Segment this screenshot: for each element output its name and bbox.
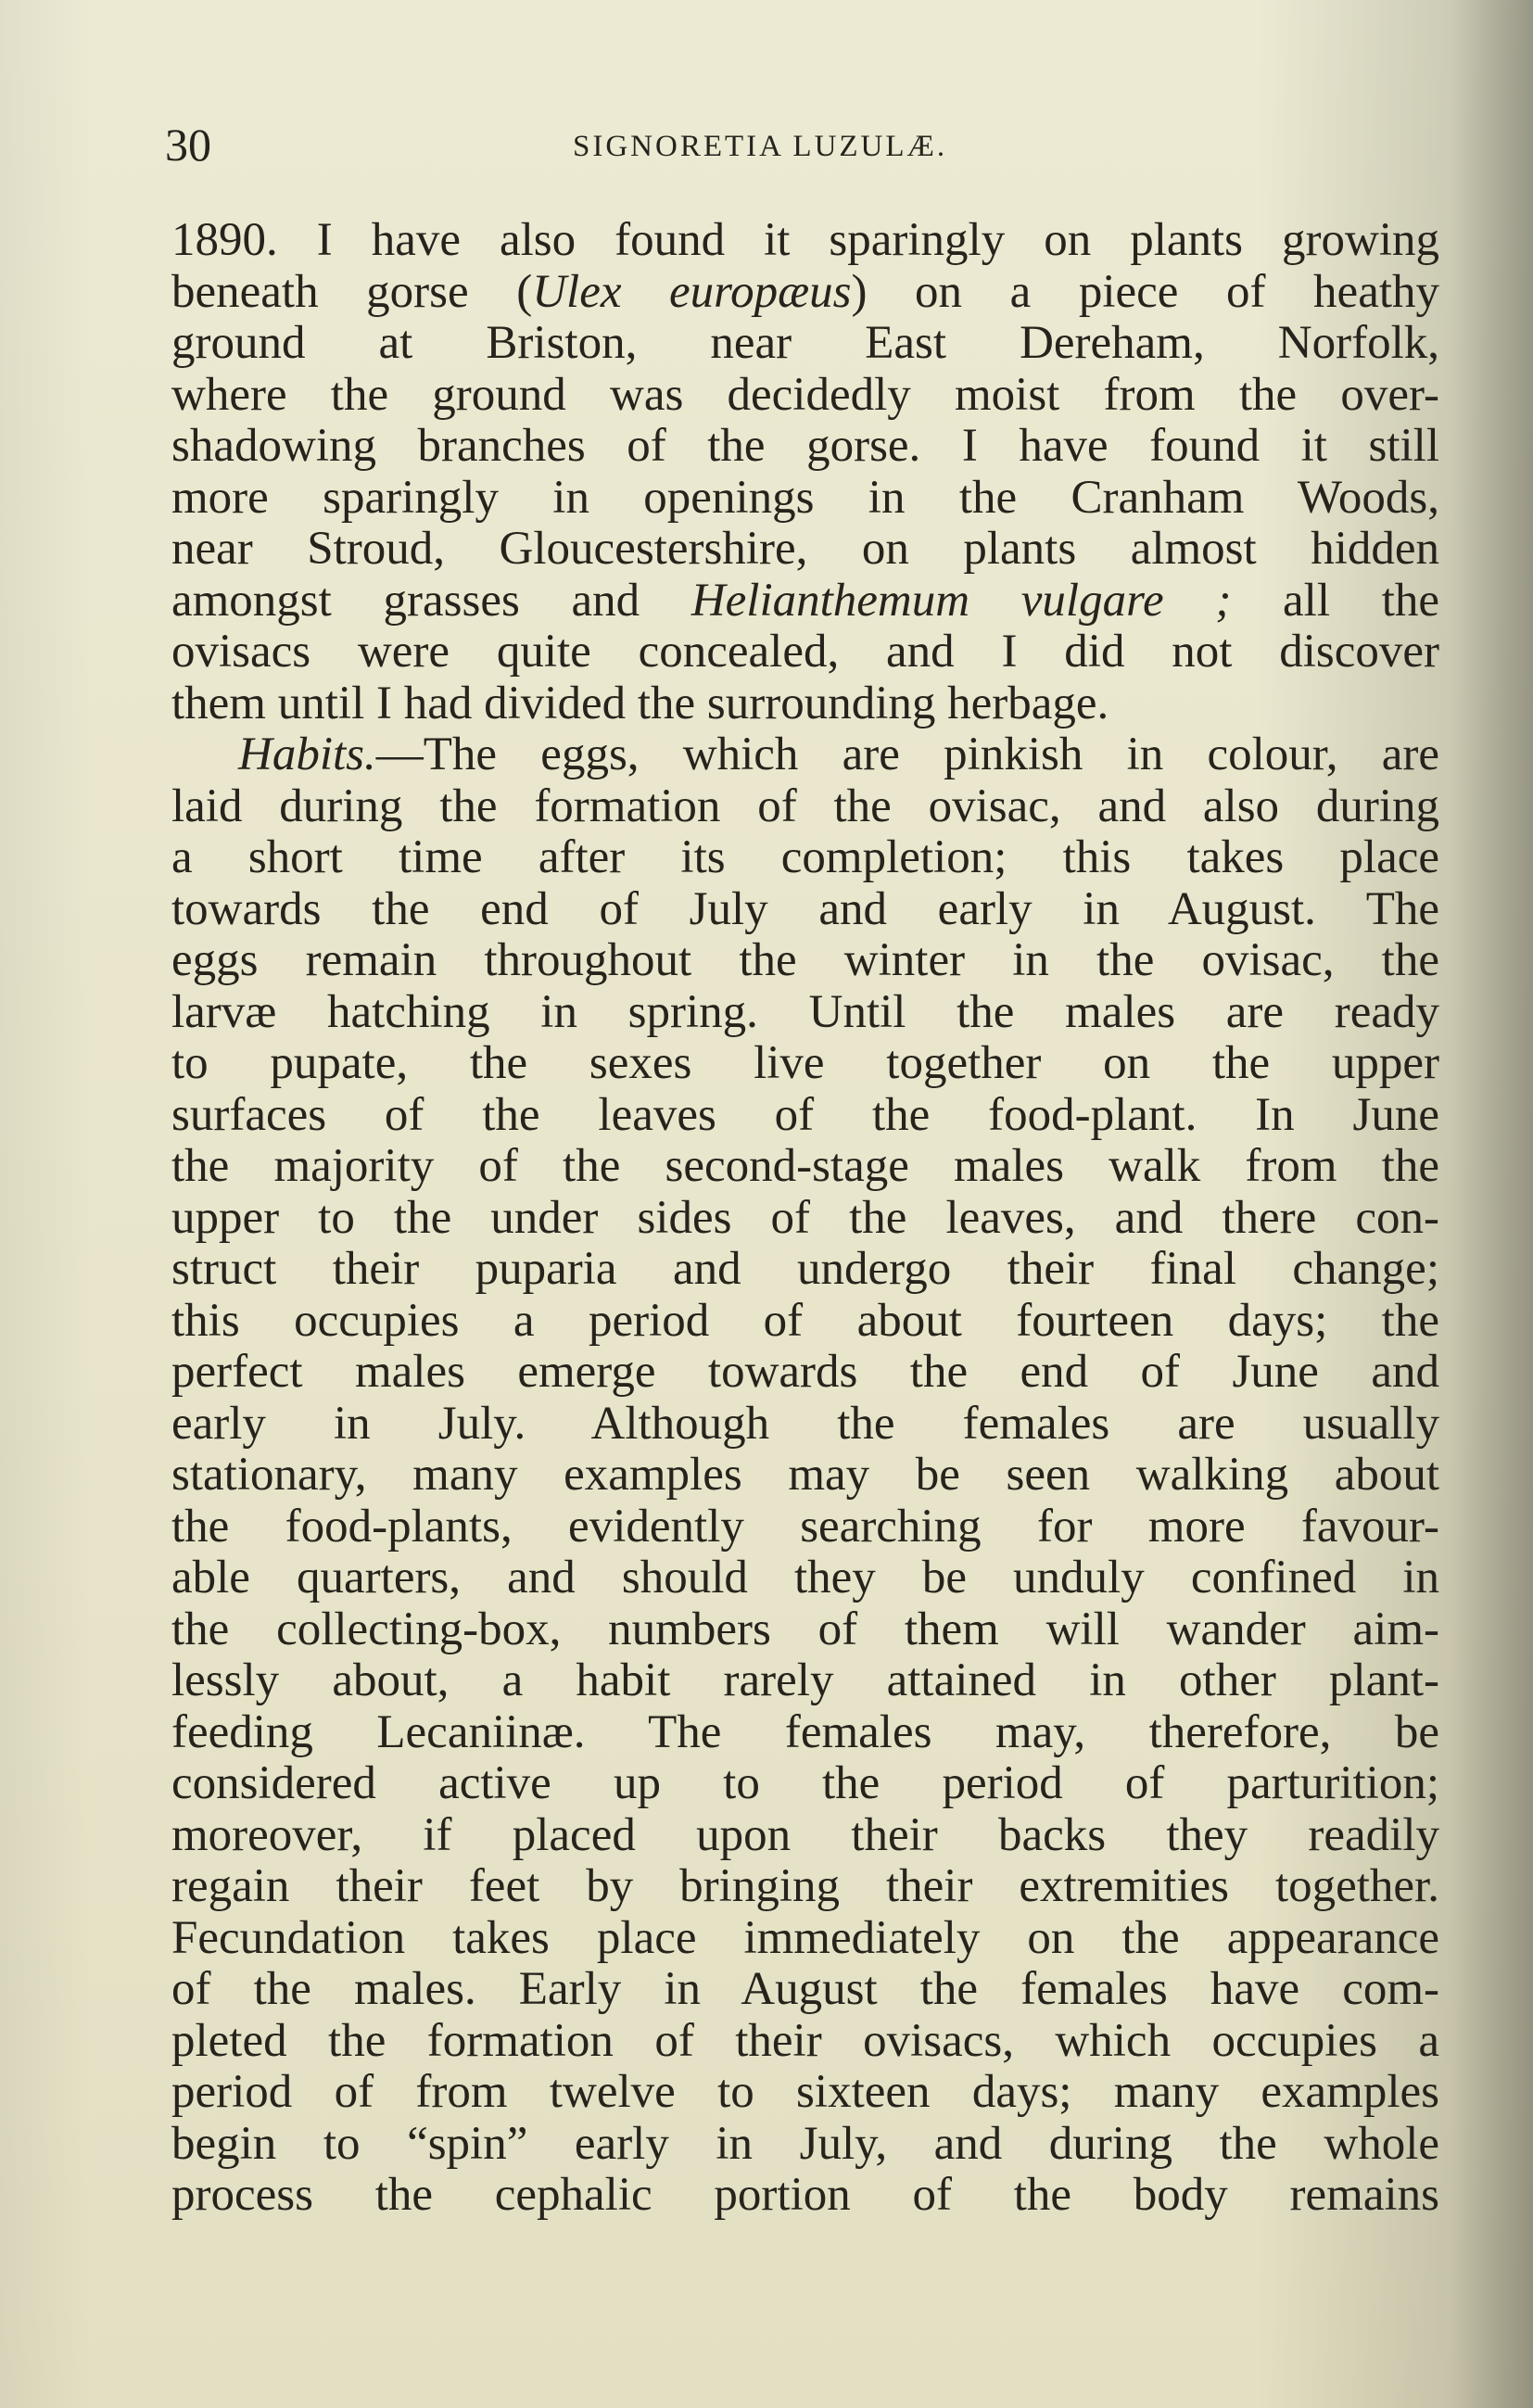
text-line: near Stroud, Gloucestershire, on plants almost hidden: [171, 523, 1439, 575]
text-line: [171, 729, 1439, 781]
text-line: upper to the under sides of the leaves, and there con-: [171, 1191, 1439, 1244]
section-heading-habits: Habits.: [238, 729, 376, 780]
text-line: able quarters, and should they be unduly confined in: [171, 1552, 1439, 1603]
text-line: larvæ hatching in spring. Until the males are ready: [171, 985, 1439, 1038]
text-line: lessly about, a habit rarely attained in other plant-: [171, 1654, 1439, 1706]
text-line: ovisacs were quite concealed, and I did not discover: [171, 626, 1439, 678]
text-line: considered active up to the period of parturition;: [171, 1757, 1439, 1809]
text-line: period of from twelve to sixteen days; many examples: [171, 2066, 1439, 2118]
text-line: laid during the formation of the ovisac, and also during: [171, 779, 1439, 832]
text-line: begin to “spin” early in July, and during the whole: [171, 2117, 1439, 2170]
text-line: process the cephalic portion of the body remains: [171, 2169, 1439, 2221]
text-line: ground at Briston, near East Dereham, Norfolk,: [171, 317, 1439, 369]
text-line: surfaces of the leaves of the food-plant. In June: [171, 1088, 1439, 1141]
text-line: 1890. I have also found it sparingly on plants growing: [171, 214, 1439, 266]
text-line: the collecting-box, numbers of them will wander aim-: [171, 1603, 1439, 1655]
text-span: amongst grasses and: [171, 574, 691, 627]
text-line: stationary, many examples may be seen walking about: [171, 1449, 1439, 1501]
page-gutter-shadow: [1450, 0, 1533, 2408]
text-span: —The eggs, which are pinkish in colour, are: [375, 729, 1439, 780]
text-line: perfect males emerge towards the end of June and: [171, 1346, 1439, 1398]
text-line: shadowing branches of the gorse. I have found it still: [171, 420, 1439, 472]
text-line: struct their puparia and undergo their final change;: [171, 1243, 1439, 1295]
italic-species-name: Ulex europæus: [532, 265, 852, 318]
text-line: pleted the formation of their ovisacs, which occupies a: [171, 2014, 1439, 2067]
text-line: to pupate, the sexes live together on the upper: [171, 1037, 1439, 1089]
text-line: early in July. Although the females are usually: [171, 1397, 1439, 1450]
text-line: where the ground was decidedly moist from the over-: [171, 368, 1439, 421]
running-title: SIGNORETIA LUZULÆ.: [573, 130, 948, 163]
text-line: eggs remain throughout the winter in the ovisac, the: [171, 934, 1439, 986]
page-number: 30: [165, 119, 211, 171]
text-line: feeding Lecaniinæ. The females may, therefore, be: [171, 1705, 1439, 1758]
text-span: all the: [1231, 574, 1439, 627]
italic-species-name: Helianthemum vulgare ;: [690, 574, 1232, 627]
body-text: [171, 215, 1439, 2222]
text-line: towards the end of July and early in August. The: [171, 882, 1439, 935]
text-line: this occupies a period of about fourteen days; the: [171, 1294, 1439, 1347]
text-line: regain their feet by bringing their extremities together.: [171, 1860, 1439, 1912]
text-line: the food-plants, evidently searching for more favour-: [171, 1500, 1439, 1553]
text-line: [171, 267, 1439, 319]
text-line: more sparingly in openings in the Cranham Woods,: [171, 471, 1439, 524]
text-line: of the males. Early in August the females have com-: [171, 1963, 1439, 2015]
text-span: ) on a piece of heathy: [851, 265, 1440, 318]
text-line: a short time after its completion; this takes place: [171, 831, 1439, 883]
text-line: Fecundation takes place immediately on the appearance: [171, 1911, 1439, 1964]
running-head: [165, 119, 1444, 171]
text-line: moreover, if placed upon their backs they readily: [171, 1808, 1439, 1861]
text-span: beneath gorse (: [171, 265, 533, 318]
text-line: them until I had divided the surrounding herbage.: [171, 677, 1109, 729]
text-line: the majority of the second-stage males walk from the: [171, 1140, 1439, 1192]
text-line: [171, 576, 1439, 627]
